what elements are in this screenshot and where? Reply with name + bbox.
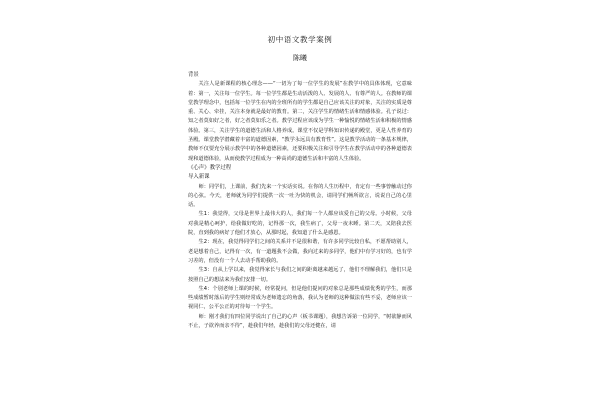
dialogue-paragraph: 生2：现在，我觉得同学们之间的关系并不是很和谐，有许多同学比较自私，不愿帮助别人，老是想着自己，记得有一次，有一道题我不会做，我向过来的多同学，他们中有学习好的，也有学习差的，但没有一个人去动手帮助我的。: [188, 239, 412, 264]
dialogue-paragraph: 师：同学们，上课前，我们先来一个实话实说。在你的人生历程中，肯定有一些事曾触动过你的心弦。今天，老师就为同学们提供一次一吐为快的机会，请同学们畅所欲言，说说自己的心里话。: [188, 183, 412, 209]
section-heading-process: 《心声》教学过程: [188, 164, 232, 171]
section-heading-background: 背景: [188, 72, 199, 78]
dialogue-paragraph: 生1：我觉得，父母是世界上最伟大的人，我们每一个人都应该爱自己的父母。小时候，父母对我是精心呵护，给我做好吃的，记得那一次，我生病了，父母一夜未睡。第二天，又陪我去医院，直到我的病好了他们才放心，从那时起，我知道了什么是感恩。: [188, 211, 412, 237]
background-paragraph: 关注人是新课程的核心理念——“一切为了每一位学生的发展”在教学中的具体体现，它意味着：第一，关注每一位学生。每一位学生都是生动活泼的人、发展的人、有尊严的人。在教师的课堂教学理念中，包括每一位学生在内的全班所有的学生都是自己应该关注的对象，关注的实质是尊重、关心、牵挂，关注本身就是最好的教育。第二，关注学生的情绪生活和情感体验。孔子说过：知之者莫如好之者，好之者莫如乐之者。教学过程应该成为学生一种愉悦的情绪生活和积极的情感体验。第三，关注学生的道德生活和人格养成。课堂不仅是学科知识传递的殿堂，更是人性养育的圣殿。课堂教学潜藏着丰富的道德因素，“教学永远具有教育性”。这是教学活动的一条基本规律，教师不仅要充分展示教学中的各种道德因素，还要积极关注和引导学生在教学活动中的各种道德表现和道德体验，从而使教学过程成为一种高尚的道德生活和丰富的人生体验。: [188, 81, 412, 162]
document-title: 初中语文教学案例: [267, 35, 333, 44]
dialogue-paragraph: 师：刚才我们有四位同学说出了自己的心声（板书课题），我想告诉第一位同学，“树欲静而风不止，子欲养而亲不待”，趁我们年轻，趁我们的父母还健在，请: [188, 313, 412, 330]
section-heading-intro: 导入新课: [188, 174, 210, 181]
dialogue-paragraph: 生4：个别老师上课的时候，经常提问，但是他们提问的对象总是那些成绩优秀的学生，而那些成绩暂时落后的学生则经常成为老师遗忘的角落，我认为老师的这种做法有些不妥，老师应该一视同仁，公平公正的对待每一个学生。: [188, 285, 412, 311]
dialogue-paragraph: 生3：自从上学以来，我觉得家长与我们之间的距离越来越远了，他们不理解我们，他们只是按照自己的想法来为我们安排一切。: [188, 267, 412, 283]
author-name: 陈曦: [293, 54, 307, 62]
